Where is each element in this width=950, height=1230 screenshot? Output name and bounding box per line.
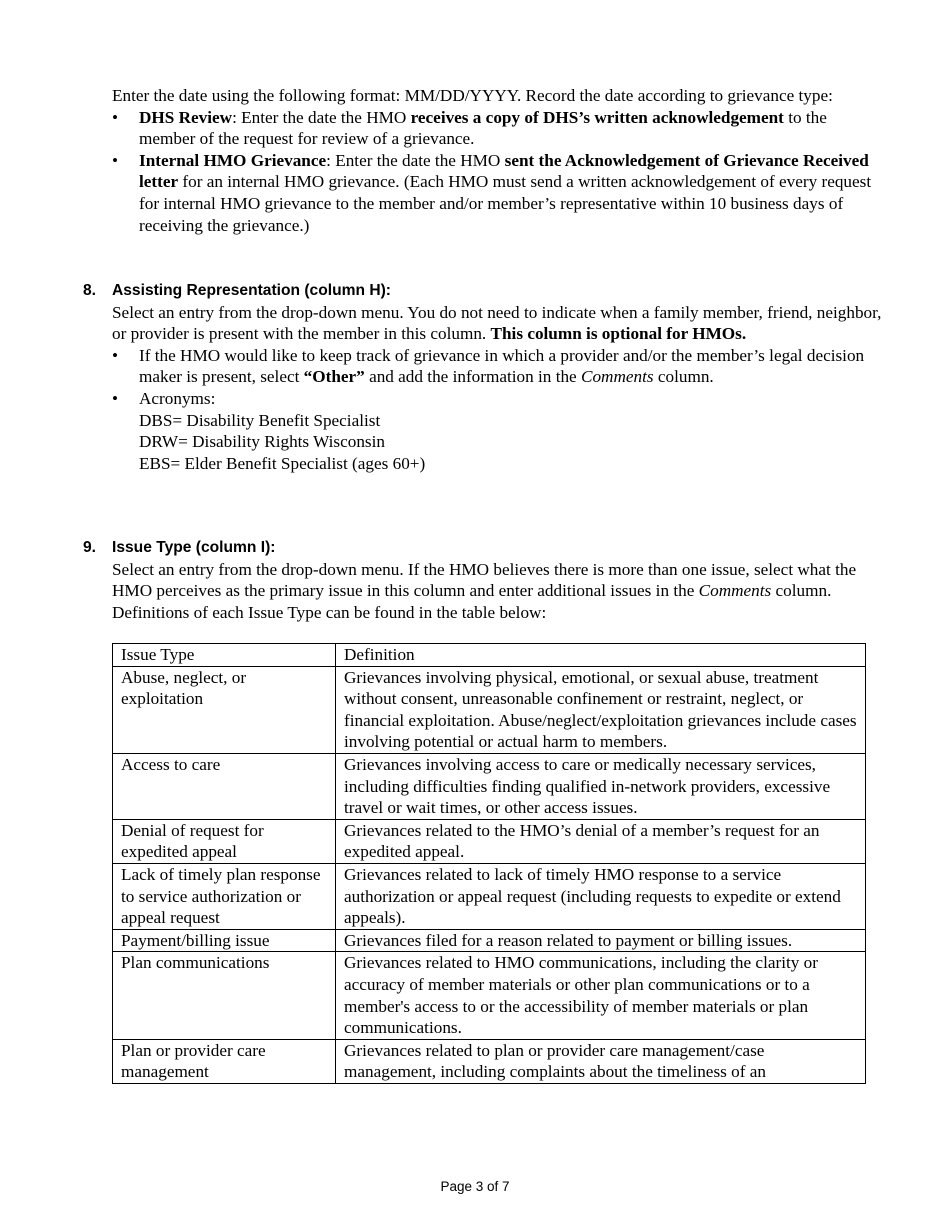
bullet-text: : Enter the date the HMO <box>326 150 505 170</box>
section-8 <box>83 280 883 474</box>
date-format-text: Enter the date using the following format: MM/DD/YYYY. Record the date according to grievance type: <box>112 86 833 105</box>
issue-type-cell: Access to care <box>113 753 336 819</box>
section-9-text <box>112 559 883 624</box>
section-number: 9. <box>83 539 97 556</box>
section-9-body <box>83 559 883 624</box>
table-row <box>113 929 866 952</box>
bullet-term: Internal HMO Grievance <box>139 150 327 170</box>
table-header-row <box>113 644 866 667</box>
header-cell: Issue Type <box>113 644 336 667</box>
bullet-term: DHS Review <box>139 107 233 127</box>
table-row <box>113 952 866 1039</box>
definition-cell: Grievances related to HMO communications, including the clarity or accuracy of member materials or other plan communications or to a member's access to or the accessibility of member materials or plan communications. <box>336 952 866 1039</box>
date-bullets <box>112 107 872 237</box>
bullet-text: to the member of the request for review of a grievance. <box>139 107 827 149</box>
paragraph-italic: Comments <box>698 581 772 601</box>
paragraph-text: column. Definitions of each Issue Type can be found in the table below: <box>112 581 832 622</box>
section-8-heading <box>83 280 883 302</box>
bullet-bold: sent the Acknowledgement of Grievance Received letter <box>139 150 869 192</box>
definition-cell: Grievances related to the HMO’s denial of a member’s request for an expedited appeal. <box>336 819 866 863</box>
section-number: 8. <box>83 282 97 299</box>
bullet-bold: “Other” <box>303 367 365 387</box>
section-title: Assisting Representation (column H): <box>112 282 391 299</box>
table-row <box>113 1039 866 1083</box>
acronyms-label: • Acronyms: <box>139 388 216 408</box>
other-bullet <box>112 345 883 388</box>
page-number: Page 3 of 7 <box>440 1179 510 1194</box>
section-8-body <box>83 302 883 475</box>
paragraph-text: Select an entry from the drop-down menu. You do not need to indicate when a family member, friend, neighbor, or provider is present with the member in this column. <box>112 302 882 344</box>
issue-type-cell: Abuse, neglect, or exploitation <box>113 666 336 753</box>
definition-cell: Grievances related to lack of timely HMO response to a service authorization or appeal request (including requests to expedite or extend appeals). <box>336 863 866 929</box>
issue-type-cell: Denial of request for expedited appeal <box>113 819 336 863</box>
section-title: Issue Type (column I): <box>112 539 276 556</box>
acronym-item: DRW= Disability Rights Wisconsin <box>139 432 385 452</box>
issue-type-cell: Plan communications <box>113 952 336 1039</box>
dhs-review-bullet <box>112 107 872 150</box>
issue-type-table <box>112 643 866 1084</box>
table-row <box>113 753 866 819</box>
issue-type-cell: Lack of timely plan response to service authorization or appeal request <box>113 863 336 929</box>
bullet-text: and add the information in the <box>364 367 581 387</box>
acronyms-bullet <box>112 388 883 474</box>
definition-cell: Grievances filed for a reason related to payment or billing issues. <box>336 929 866 952</box>
section-8-bullets <box>112 345 883 475</box>
table-row <box>113 863 866 929</box>
issue-type-table-wrapper <box>112 643 866 1084</box>
optional-note: This column is optional for HMOs. <box>490 324 747 344</box>
definition-cell: Grievances involving access to care or medically necessary services, including difficulties finding qualified in-network providers, excessive travel or wait times, or other access issues. <box>336 753 866 819</box>
table-row <box>113 666 866 753</box>
paragraph-text: Select an entry from the drop-down menu. If the HMO believes there is more than one issue, select what the HMO perceives as the primary issue in this column and enter additional issues in the <box>112 559 857 601</box>
bullet-italic: Comments <box>581 367 654 387</box>
internal-grievance-bullet <box>112 150 872 236</box>
acronym-item: EBS= Elder Benefit Specialist (ages 60+) <box>139 453 426 473</box>
issue-type-cell: Plan or provider care management <box>113 1039 336 1083</box>
bullet-text: If the HMO would like to keep track of grievance in which a provider and/or the member’s legal decision maker is present, select <box>139 345 865 387</box>
bullet-text: : Enter the date the HMO <box>232 107 411 127</box>
table-row <box>113 819 866 863</box>
date-instructions <box>112 85 872 236</box>
header-cell: Definition <box>336 644 866 667</box>
bullet-text: for an internal HMO grievance. (Each HMO must send a written acknowledgement of every request for internal HMO grievance to the member and/or member’s representative within 10 business days of receiving the grievance.) <box>139 172 872 235</box>
bullet-text: column. <box>653 367 714 387</box>
section-9-heading <box>83 537 883 559</box>
section-9 <box>83 537 883 623</box>
definition-cell: Grievances involving physical, emotional, or sexual abuse, treatment without consent, unreasonable confinement or restraint, neglect, or financial exploitation. Abuse/neglect/exploitation grievances include cases involving potential or actual harm to members. <box>336 666 866 753</box>
acronym-item: DBS= Disability Benefit Specialist <box>139 410 381 430</box>
section-8-text <box>112 302 883 345</box>
bullet-bold: receives a copy of DHS’s written acknowledgement <box>410 107 784 127</box>
definition-cell: Grievances related to plan or provider care management/case management, including complaints about the timeliness of an <box>336 1039 866 1083</box>
issue-type-cell: Payment/billing issue <box>113 929 336 952</box>
